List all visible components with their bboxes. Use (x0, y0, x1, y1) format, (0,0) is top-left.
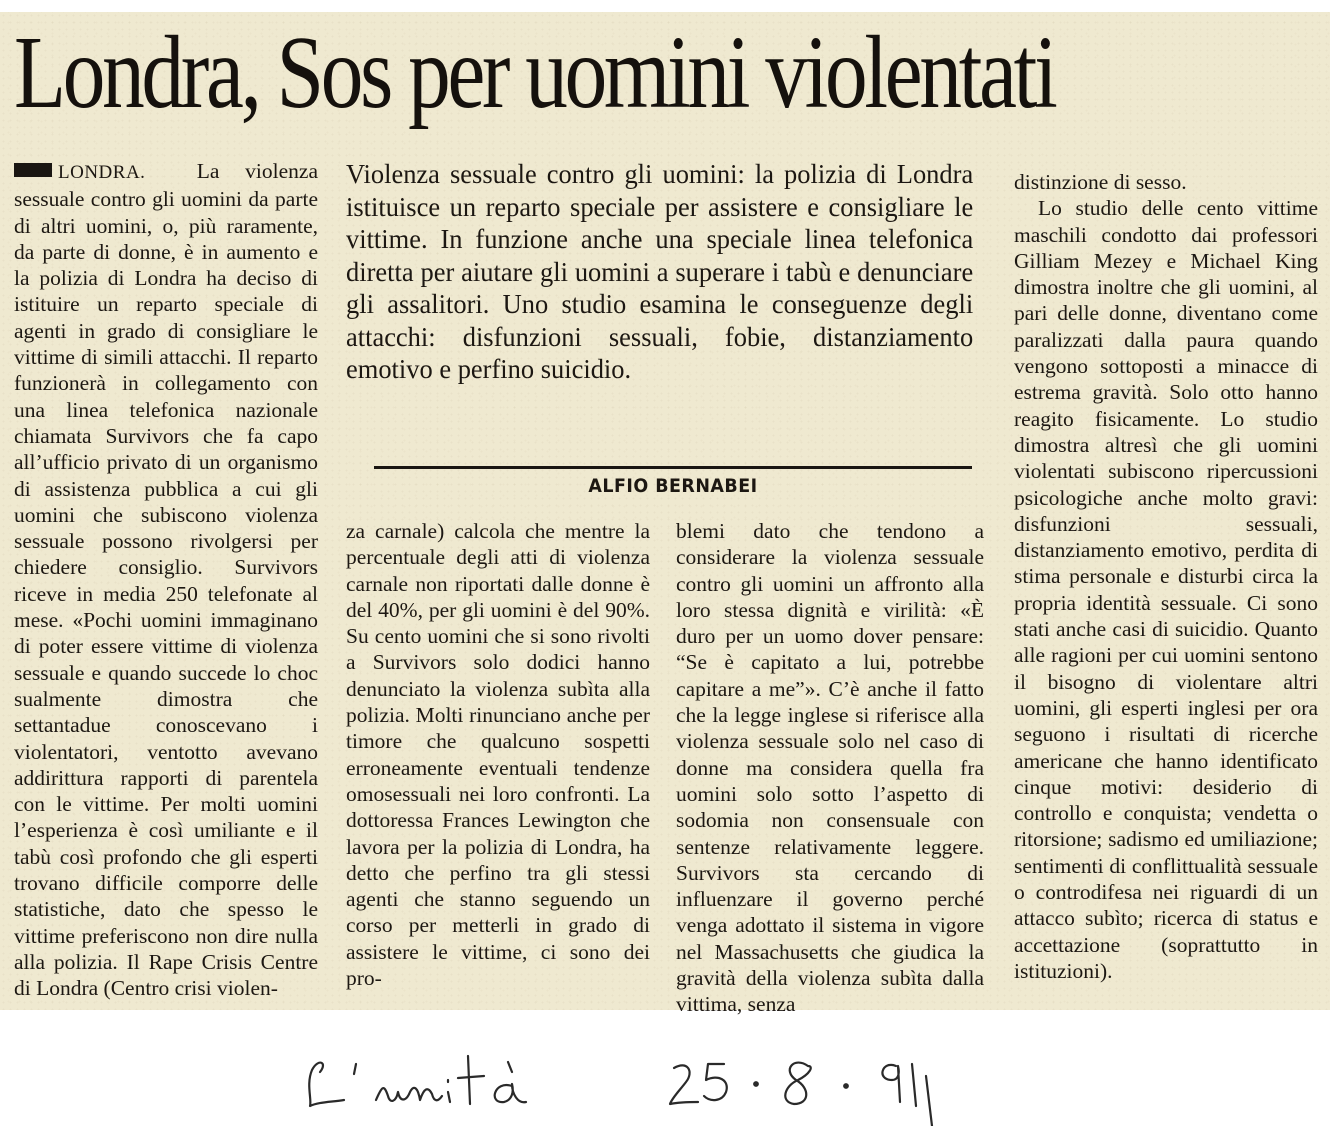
column-2 (346, 518, 650, 991)
byline-rule (374, 466, 972, 469)
column-1 (14, 158, 318, 1002)
handwritten-annotation (298, 1036, 998, 1126)
newspaper-clipping (0, 12, 1330, 1017)
column-1-text (14, 158, 318, 1002)
column-3 (676, 518, 984, 1018)
dateline: LONDRA. (58, 162, 146, 183)
column-4-para-2: Lo studio delle cento vittime maschili condotto dai professori Gilliam Mezey e Michael King dimostra inoltre che gli uomini, al pari delle donne, diventano come paralizzati dalla paura quando vengono sottoposti a minacce di estrema gravità. Solo otto hanno reagito fisicamente. Lo studio dimostra altresì che gli uomini violentati subiscono ripercussioni psicologiche anche molto gravi: disfunzioni sessuali, distanziamento emotivo, perdita di stima personale e disturbi circa la propria identità sessuale. Ci sono stati anche casi di suicidio. Quanto alle ragioni per cui uomini sentono il bisogno di violentare altri uomini, gli esperti inglesi per ora seguono i risultati di ricerche americane che hanno identificato cinque motivi: desiderio di controllo e conquista; vendetta o ritorsione; sadismo ed umiliazione; sentimenti di conflittualità sessuale o controdifesa nei riguardi di un attacco subìto; ricerca di status e accettazione (soprattutto in istituzioni). (1014, 196, 1318, 983)
byline: ALFIO BERNABEI (588, 475, 758, 497)
headline: Londra, Sos per uomini violentati (14, 15, 1055, 130)
column-2-body: za carnale) calcola che mentre la percentuale degli atti di violenza carnale non riportati dalle donne è del 40%, per gli uomini è del 90%. Su cento uomini che si sono rivolti a Survivors solo dodici hanno denunciato la violenza subìta alla polizia. Molti rinunciano anche per timore che qualcuno sospetti erroneamente eventuali tendenze omosessuali nei loro confronti. La dottoressa Frances Lewington che lavora per la polizia di Londra, ha detto che perfino tra gli stessi agenti che stanno seguendo un corso per metterli in grado di assistere le vittime, ci sono dei pro- (346, 519, 650, 991)
dateline-marker-icon (14, 163, 52, 177)
column-3-body: blemi dato che tendono a considerare la violenza sessuale contro gli uomini un affronto alla loro stessa dignità e virilità: «È duro per un uomo dover pensare: “Se è capitato a lui, potrebbe capitare a me”». C’è anche il fatto che la legge inglese si riferisce alla violenza sessuale solo nel caso di donne ma considera quella fra uomini solo sotto l’aspetto di sodomia non consensuale con sentenze relativamente leggere. Survivors sta cercando di influenzare il governo perché venga adottato il sistema in vigore nel Massachusetts che giudica la gravità della violenza subìta dalla vittima, senza (676, 519, 984, 1017)
column-1-body: La violenza sessuale contro gli uomini da parte di altri uomini, o, più raramente, da parte di donne, è in aumento e la polizia di Londra ha deciso di istituire un reparto speciale di agenti in grado di consigliare le vittime di simili attacchi. Il reparto funzionerà in collegamento con una linea telefonica nazionale chiamata Survivors che fa capo all’ufficio privato di un organismo di assistenza pubblica a cui gli uomini che subiscono violenza sessuale possono rivolgersi per chiedere consiglio. Survivors riceve in media 250 telefonate al mese. «Pochi uomini immaginano di poter essere vittime di violenza sessuale e quando succede lo choc sualmente dimostra che settantadue conoscevano i violentatori, ventotto avevano addirittura rapporti di parentela con le vittime. Per molti uomini l’esperienza è così umiliante e il tabù così profondo che gli esperti trovano difficile comporre delle statistiche, dato che spesso le vittime preferiscono non dire nulla alla polizia. Il Rape Crisis Centre di Londra (Centro crisi violen- (14, 159, 318, 1001)
column-4-para-1: distinzione di sesso. (1014, 170, 1187, 194)
handwriting-icon (298, 1036, 998, 1126)
lead-paragraph: Violenza sessuale contro gli uomini: la polizia di Londra istituisce un reparto speciale per assistere e consigliare le vittime. In funzione anche una speciale linea telefonica diretta per aiutare gli uomini a superare i tabù e denunciare gli assalitori. Uno studio esamina le conseguenze degli attacchi: disfunzioni sessuali, fobie, distanziamento emotivo e perfino suicidio. (346, 159, 974, 384)
column-4 (1014, 169, 1318, 984)
